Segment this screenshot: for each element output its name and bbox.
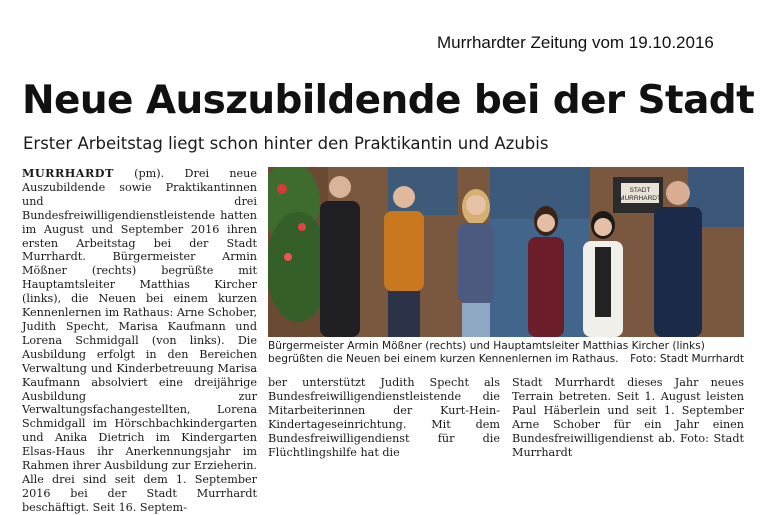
- photo-caption: [268, 340, 744, 367]
- group-photo-illustration: [268, 167, 744, 337]
- photo-caption-text: Bürgermeister Armin Mößner (rechts) und Hauptamtsleiter Matthias Kircher (links) begrüßten die Neuen bei einem kurzen Kennenlernen im Rathaus.: [268, 340, 705, 366]
- newspaper-source-line: Murrhardter Zeitung vom 19.10.2016: [437, 33, 714, 52]
- article-dateline: MURRHARDT: [22, 166, 114, 180]
- article-column-1: [22, 167, 257, 515]
- article-headline: Neue Auszubildende bei der Stadt: [22, 78, 755, 123]
- article-photo: [268, 167, 744, 337]
- article-column-3: Stadt Murrhardt dieses Jahr neues Terrain betreten. Seit 1. August leisten Paul Häberlein und seit 1. September Arne Schober für ein Jahr einen Bundesfreiwilligendienst ab. Foto: Stadt Murrhardt: [512, 376, 744, 459]
- article-subheadline: Erster Arbeitstag liegt schon hinter den Praktikantin und Azubis: [23, 134, 549, 153]
- article-column-2: ber unterstützt Judith Specht als Bundesfreiwilligendienstleistende die Mitarbeiterinnen der Kurt-Hein-Kindertageseinrichtung. Mit dem Bundesfreiwilligendienst für die Flüchtlingshilfe hat die: [268, 376, 500, 459]
- photo-credit: Foto: Stadt Murrhardt: [630, 353, 744, 366]
- stadt-sign-text: STADT: [629, 187, 651, 194]
- stadt-sign-text: MURRHARDT: [619, 195, 661, 202]
- article-column-1-text: (pm). Drei neue Auszubildende sowie Praktikantinnen und drei Bundesfreiwilligendienstleistende hatten im August und September 2016 ihren ersten Arbeitstag bei der Stadt Murrhardt. Bürgermeister Armin Mößner (rechts) begrüßte mit Hauptamtsleiter Matthias Kircher (links), die Neuen bei einem kurzen Kennenlernen im Rathaus: Arne Schober, Judith Specht, Marisa Kaufmann und Lorena Schmidgall (von links). Die Ausbildung erfolgt in den Bereichen Verwaltung und Kinderbetreuung Marisa Kaufmann absolviert eine dreijährige Ausbildung zur Verwaltungsfachangestellten, Lorena Schmidgall im Hörschbachkindergarten und Anika Dietrich im Kindergarten Elsas-Haus ihr Anerkennungsjahr im Rahmen ihrer Ausbildung zur Erzieherin. Alle drei sind seit dem 1. September 2016 bei der Stadt Murrhardt beschäftigt. Seit 16. Septem-: [22, 167, 257, 514]
